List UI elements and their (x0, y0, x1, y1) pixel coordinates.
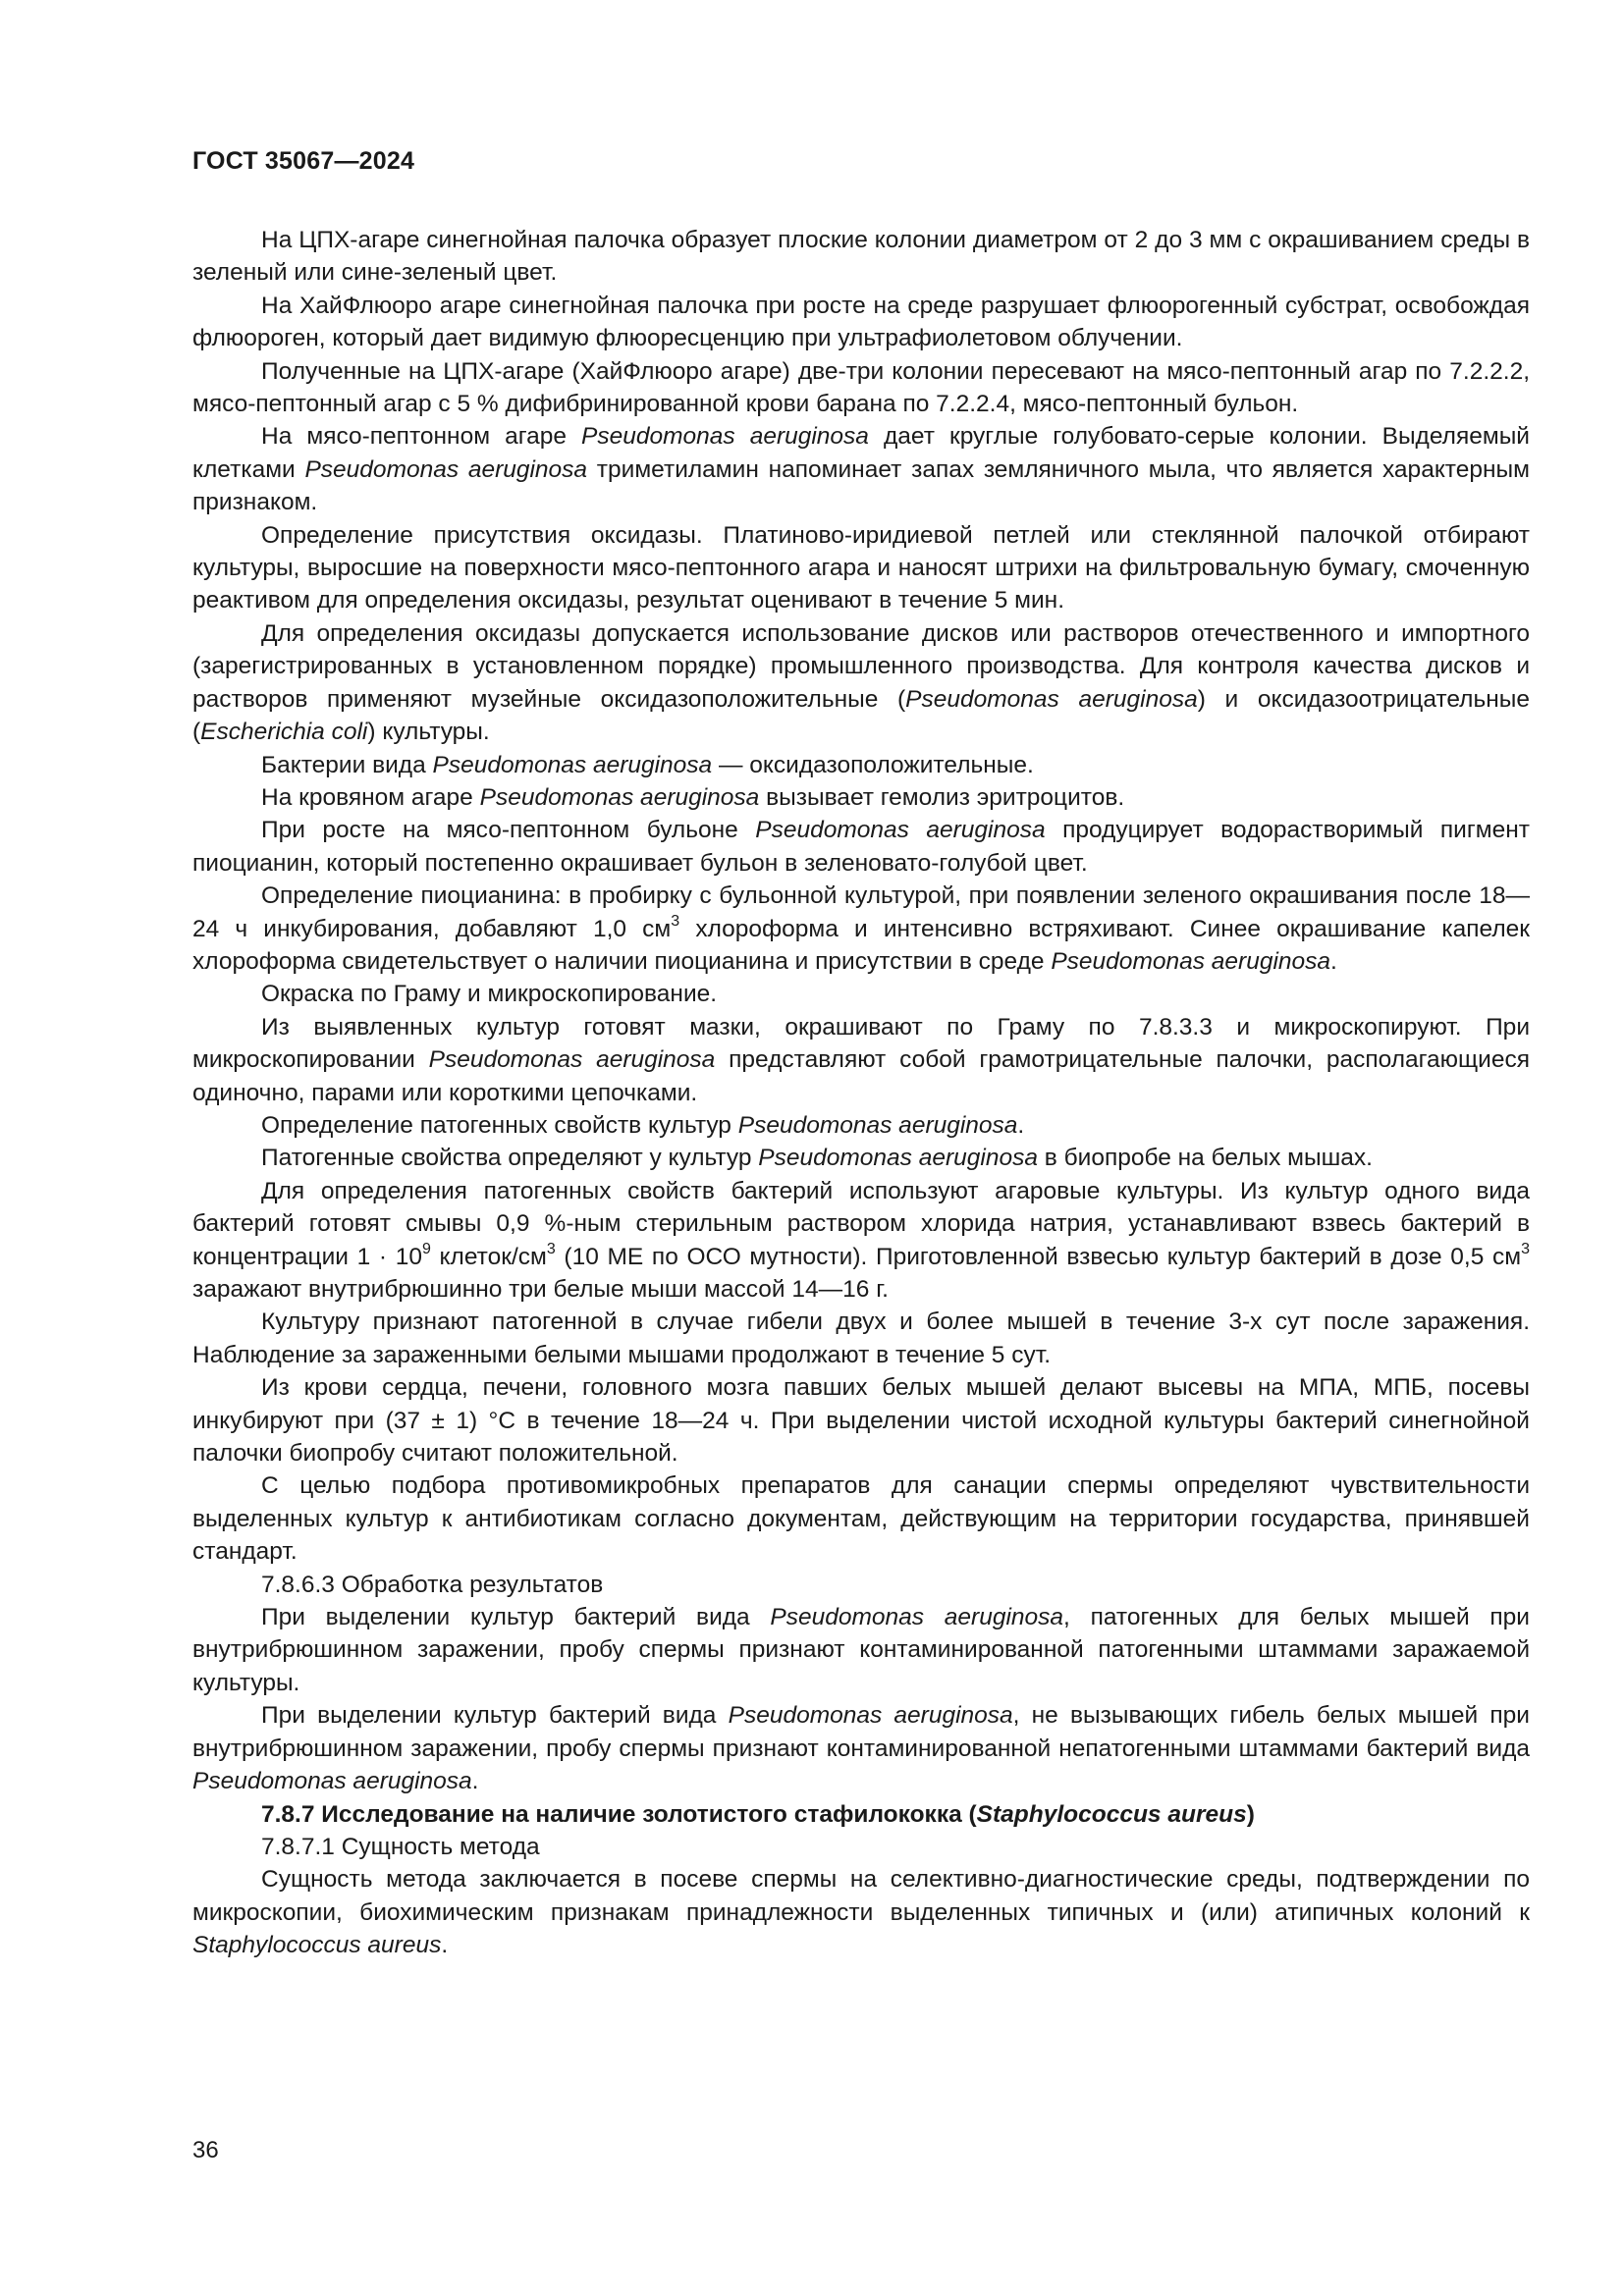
species-name: Pseudomonas aeruginosa (304, 455, 588, 483)
paragraph: Бактерии вида Pseudomonas aeruginosa — оксидазоположительные. (261, 751, 1034, 778)
species-name: Pseudomonas aeruginosa (1051, 947, 1331, 975)
species-name: Pseudomonas aeruginosa (728, 1702, 1013, 1730)
paragraph: Для определения оксидазы допускается использование дисков или растворов отечественного и импортного (зарегистрированных в установленном порядке) промышленного производства. Для контроля качества дисков и растворов применяют музейные оксидазоположительные (Pseudomonas aeruginosa) и оксидазоотрицательные (Escherichia coli) культуры. (192, 619, 1530, 746)
paragraph: Определение пиоцианина: в пробирку с бульонной культурой, при появлении зеленого окрашивания после 18—24 ч инкубирования, добавляют 1,0 $см^3$ хлороформа и интенсивно встряхивают. Синее окрашивание капелек хлороформа свидетельствует о наличии пиоцианина и присутствии в среде Pseudomonas aeruginosa. (192, 882, 1530, 975)
paragraph: Для определения патогенных свойств бактерий используют агаровые культуры. Из культур одного вида бактерий готовят смывы 0,9 %-ным стерильным раствором хлорида натрия, устанавливают взвесь бактерий в концентрации $1 \cdot 10^9$ клеток/$см^3$ (10 МЕ по ОСО мутности). Приготовленной взвесью культур бактерий в дозе 0,5 $см^3$ заражают внутрибрюшинно три белые мыши массой 14—16 г. (192, 1177, 1530, 1303)
paragraph: При выделении культур бактерий вида Pseudomonas aeruginosa, патогенных для белых мышей при внутрибрюшинном заражении, пробу спермы признают контаминированной патогенными штаммами заражаемой культуры. (192, 1604, 1530, 1696)
paragraph: Определение патогенных свойств культур Pseudomonas aeruginosa. (261, 1111, 1025, 1139)
paragraph: При выделении культур бактерий вида Pseudomonas aeruginosa, не вызывающих гибель белых мышей при внутрибрюшинном заражении, пробу спермы признают контаминированной непатогенными штаммами бактерий вида Pseudomonas aeruginosa. (192, 1702, 1530, 1795)
subsection-title: 7.8.6.3 Обработка результатов (261, 1571, 604, 1598)
paragraph: Окраска по Граму и микроскопирование. (261, 981, 718, 1008)
paragraph: На ЦПХ-агаре синегнойная палочка образует плоские колонии диаметром от 2 до 3 мм с окрашиванием среды в зеленый или сине-зеленый цвет. (192, 227, 1530, 287)
species-name: Pseudomonas aeruginosa (428, 1046, 716, 1074)
document-header: ГОСТ 35067—2024 (192, 147, 415, 175)
species-name: Pseudomonas aeruginosa (770, 1604, 1064, 1631)
page-number: 36 (192, 2137, 219, 2163)
paragraph: На кровяном агаре Pseudomonas aeruginosa вызывает гемолиз эритроцитов. (261, 783, 1125, 811)
species-name: Staphylococcus aureus (192, 1932, 442, 1959)
paragraph: Из выявленных культур готовят мазки, окрашивают по Граму по 7.8.3.3 и микроскопируют. При микроскопировании Pseudomonas aeruginosa представляют собой грамотрицательные палочки, располагающиеся одиночно, парами или короткими цепочками. (192, 1013, 1530, 1106)
species-name: Pseudomonas aeruginosa (758, 1145, 1038, 1172)
document-body (192, 224, 1530, 1962)
species-name: Pseudomonas aeruginosa (581, 423, 869, 451)
species-name: Pseudomonas (905, 685, 1059, 713)
species-name: Pseudomonas aeruginosa (755, 817, 1046, 844)
species-name: Staphylococcus aureus (976, 1800, 1247, 1828)
paragraph: Сущность метода заключается в посеве спермы на селективно-диагностические среды, подтверждении по микроскопии, биохимическим признакам принадлежности выделенных типичных и (или) атипичных колоний к Staphylococcus aureus. (192, 1866, 1530, 1959)
superscript: 3 (546, 1241, 556, 1258)
paragraph: На мясо-пептонном агаре Pseudomonas aeruginosa дает круглые голубовато-серые колонии. Выделяемый клетками Pseudomonas aeruginosa триметиламин напоминает запах земляничного мыла, что является характерным признаком. (192, 423, 1530, 516)
paragraph: С целью подбора противомикробных препаратов для санации спермы определяют чувствительности выделенных культур к антибиотикам согласно документам, действующим на территории государства, принявшей стандарт. (192, 1472, 1530, 1566)
paragraph: При росте на мясо-пептонном бульоне Pseudomonas aeruginosa продуцирует водорастворимый пигмент пиоцианин, который постепенно окрашивает бульон в зеленовато-голубой цвет. (192, 817, 1531, 877)
superscript: 9 (421, 1241, 431, 1258)
paragraph: Определение присутствия оксидазы. Платиново-иридиевой петлей или стеклянной палочкой отбирают культуры, выросшие на поверхности мясо-пептонного агара и наносят штрихи на фильтровальную бумагу, смоченную реактивом для определения оксидазы, результат оценивают в течение 5 мин. (192, 521, 1530, 614)
species-name: aeruginosa (1078, 685, 1198, 713)
paragraph: Полученные на ЦПХ-агаре (ХайФлюоро агаре) две-три колонии пересевают на мясо-пептонный агар по 7.2.2.2, мясо-пептонный агар с 5 % дифибринированной крови барана по 7.2.2.4, мясо-пептонный бульон. (192, 357, 1530, 418)
paragraph: На ХайФлюоро агаре синегнойная палочка при росте на среде разрушает флюорогенный субстрат, освобождая флюороген, который дает видимую флюоресценцию при ультрафиолетовом облучении. (192, 292, 1530, 352)
species-name: Pseudomonas aeruginosa (737, 1111, 1018, 1139)
paragraph: Культуру признают патогенной в случае гибели двух и более мышей в течение 3-х сут после заражения. Наблюдение за зараженными белыми мышами продолжают в течение 5 сут. (192, 1308, 1530, 1368)
paragraph: Из крови сердца, печени, головного мозга павших белых мышей делают высевы на МПА, МПБ, посевы инкубируют при (37 ± 1) °С в течение 18—24 ч. При выделении чистой исходной культуры бактерий синегнойной палочки биопробу считают положительной. (192, 1374, 1530, 1468)
species-name: Pseudomonas aeruginosa (432, 751, 713, 778)
paragraph: Патогенные свойства определяют у культур Pseudomonas aeruginosa в биопробе на белых мышах. (261, 1145, 1373, 1172)
species-name: Pseudomonas aeruginosa (192, 1768, 472, 1795)
superscript: 3 (1521, 1241, 1530, 1258)
species-name: Pseudomonas aeruginosa (479, 783, 760, 811)
species-name: Escherichia coli (200, 719, 368, 746)
superscript: 3 (671, 913, 680, 931)
section-heading: 7.8.7 Исследование на наличие золотистого стафилококка (Staphylococcus aureus) (261, 1800, 1255, 1828)
subsection-title: 7.8.7.1 Сущность метода (261, 1833, 540, 1860)
